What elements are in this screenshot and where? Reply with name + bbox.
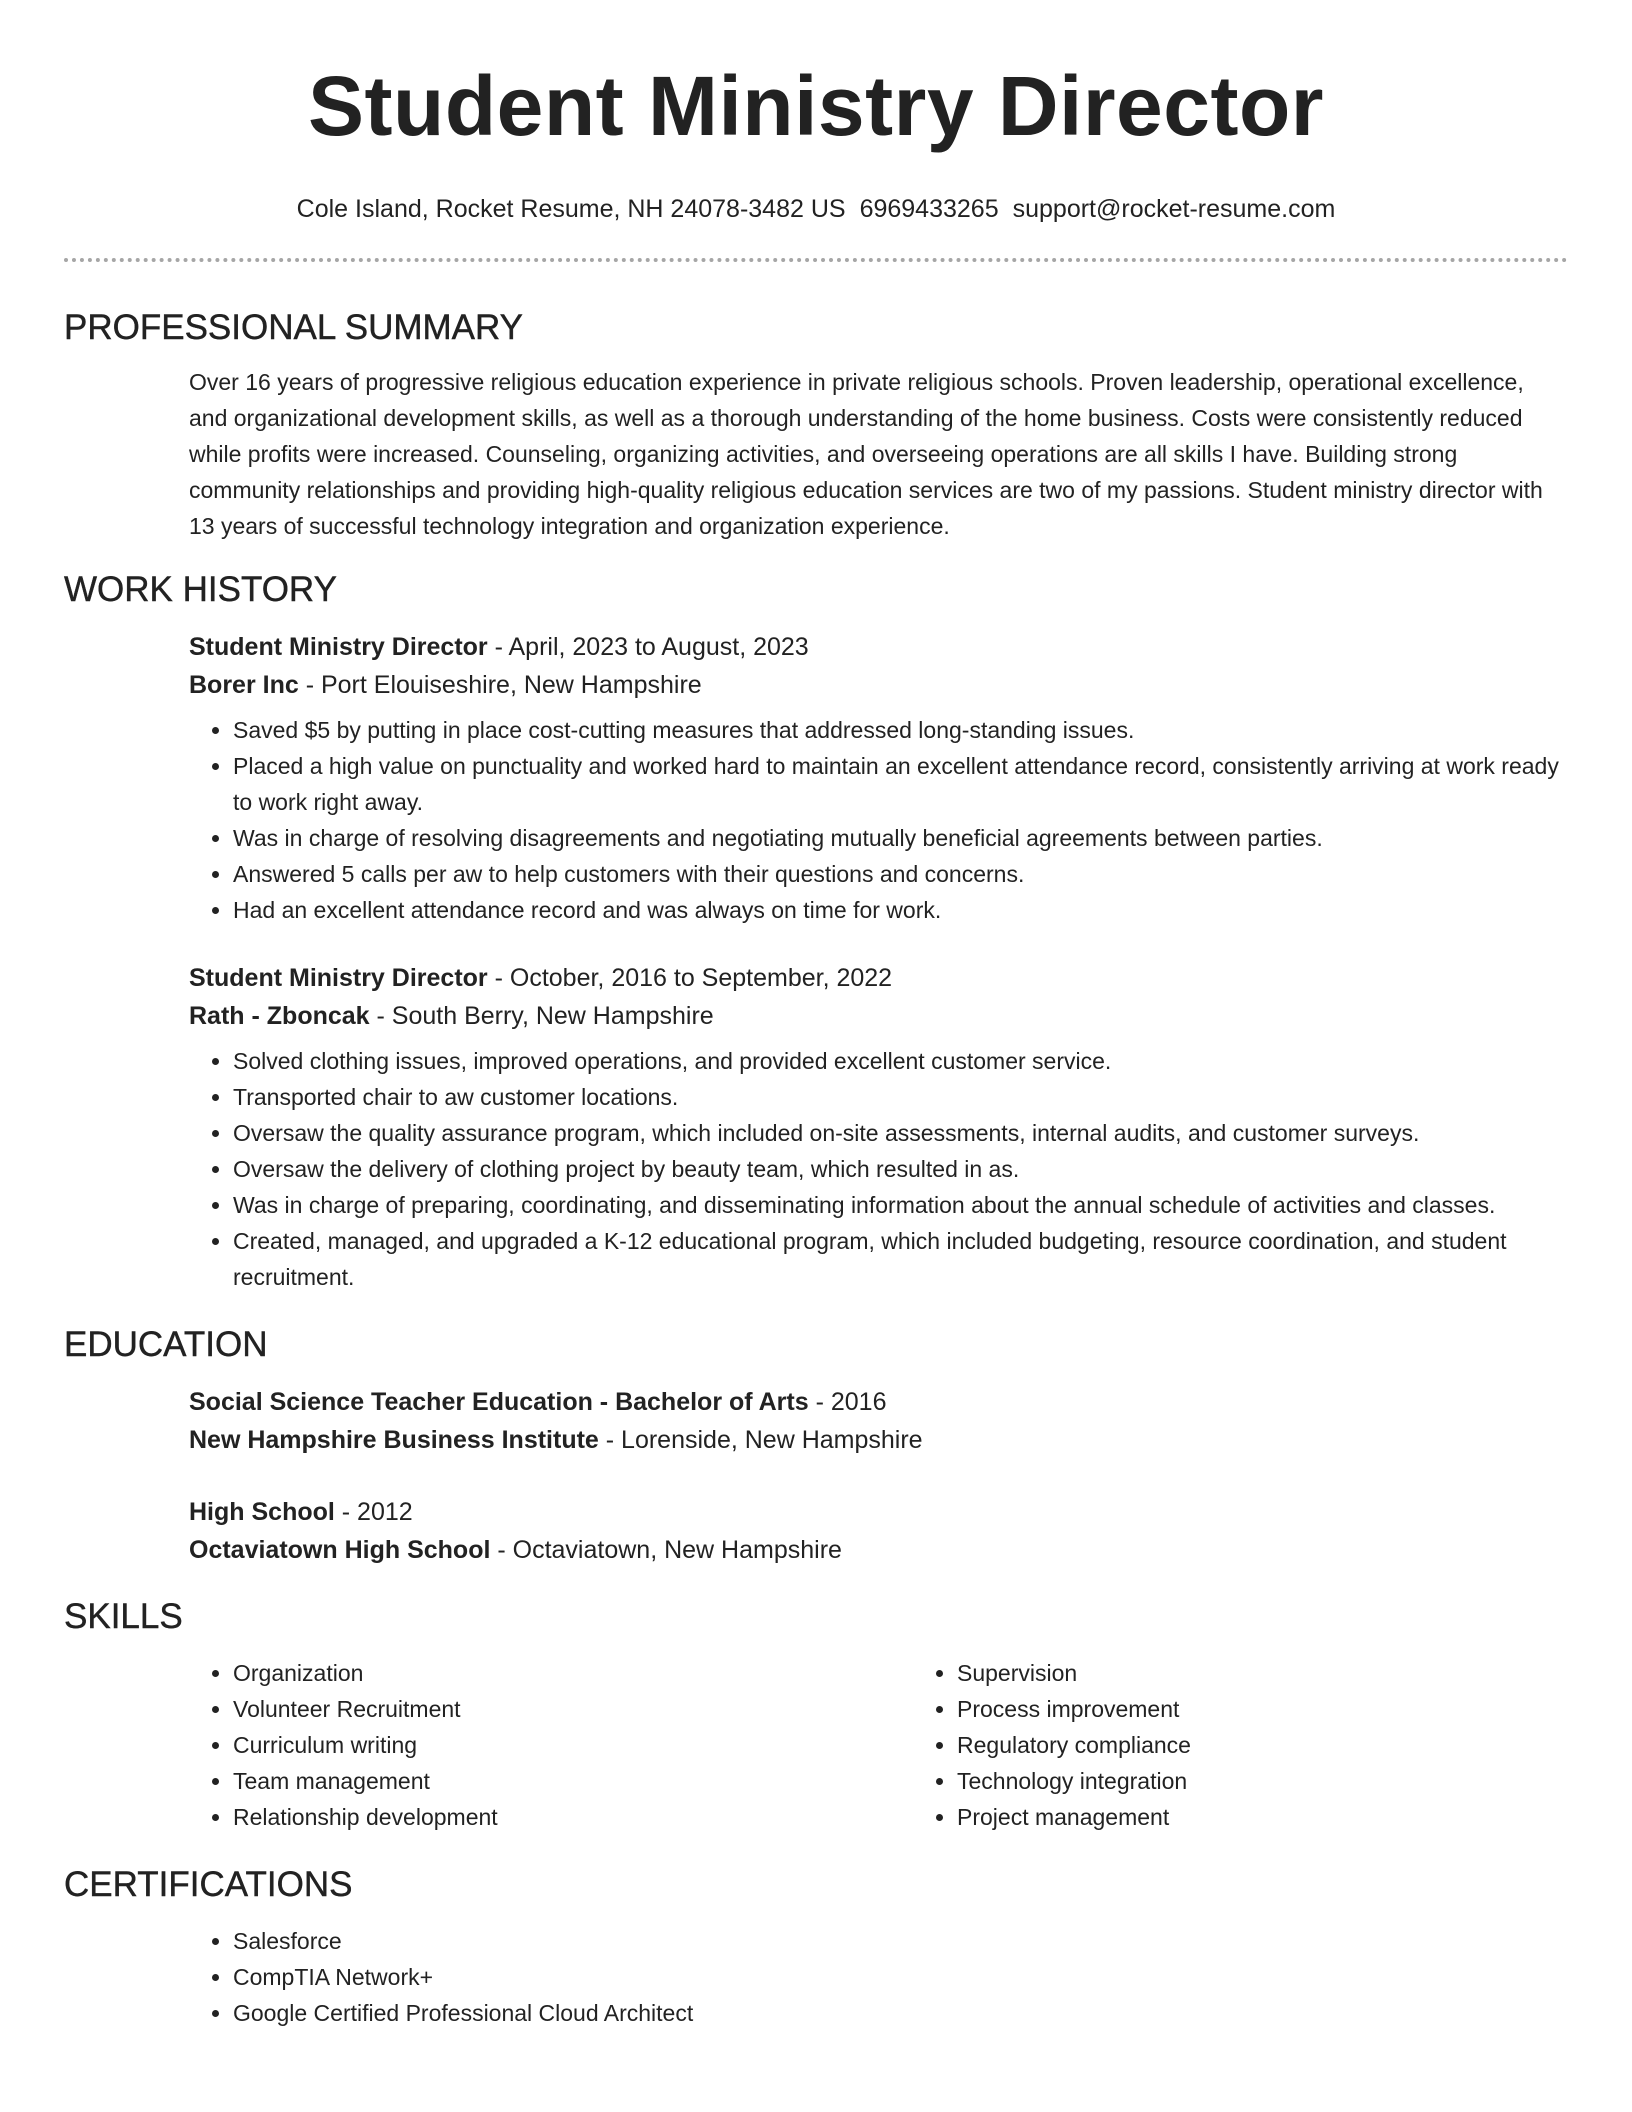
job-title-line xyxy=(189,628,1568,666)
section-title-summary: PROFESSIONAL SUMMARY xyxy=(64,308,523,347)
job-role: Student Ministry Director xyxy=(189,633,488,661)
list-item: • Curriculum writing xyxy=(233,1727,913,1763)
list-item: • Solved clothing issues, improved operations, and provided excellent customer service. xyxy=(233,1043,1568,1079)
work-section xyxy=(189,628,1568,1295)
list-item: • Organization xyxy=(233,1655,913,1691)
job-entry xyxy=(189,628,1568,928)
resume-name: Student Ministry Director xyxy=(308,59,1324,153)
list-item: • Placed a high value on punctuality and worked hard to maintain an excellent attendance record, consistently arriving at work ready to work right away. xyxy=(233,748,1568,820)
certifications-section xyxy=(189,1923,1568,2031)
job-bullets xyxy=(189,712,1568,928)
education-school-line xyxy=(189,1531,1568,1569)
summary-text: Over 16 years of progressive religious education experience in private religious schools. Proven leadership, operational excellence, and organizational development skills, as well as a thorough understanding of the home business. Costs were consistently reduced while profits were increased. Counseling, organizing activities, and overseeing operations are all skills I have. Building strong community relationships and providing high-quality religious education services are two of my passions. Student ministry director with 13 years of successful technology integration and organization experience. xyxy=(189,369,1543,539)
education-school: Octaviatown High School xyxy=(189,1536,491,1564)
skills-list-right xyxy=(913,1655,1568,1835)
contact-phone: 6969433265 xyxy=(859,195,999,223)
list-item: • Oversaw the quality assurance program, which included on-site assessments, internal audits, and customer surveys. xyxy=(233,1115,1568,1151)
contact-line xyxy=(64,194,1568,224)
list-item: • Supervision xyxy=(957,1655,1568,1691)
list-item: • Project management xyxy=(957,1799,1568,1835)
education-school-line xyxy=(189,1421,1568,1459)
job-role: Student Ministry Director xyxy=(189,964,488,992)
list-item: • Salesforce xyxy=(233,1923,1568,1959)
list-item: • Relationship development xyxy=(233,1799,913,1835)
skills-list-left xyxy=(189,1655,913,1835)
section-title-work: WORK HISTORY xyxy=(64,570,337,609)
list-item: • Google Certified Professional Cloud Architect xyxy=(233,1995,1568,2031)
list-item: • Regulatory compliance xyxy=(957,1727,1568,1763)
education-degree-line xyxy=(189,1493,1568,1531)
summary-section xyxy=(189,364,1568,544)
job-dates: - October, 2016 to September, 2022 xyxy=(487,964,893,992)
contact-email: support@rocket-resume.com xyxy=(1012,195,1336,223)
job-dates: - April, 2023 to August, 2023 xyxy=(487,633,809,661)
job-bullets xyxy=(189,1043,1568,1295)
list-item: • Team management xyxy=(233,1763,913,1799)
education-location: - Lorenside, New Hampshire xyxy=(598,1426,923,1454)
education-entry xyxy=(189,1383,1568,1459)
job-company: Rath - Zboncak xyxy=(189,1002,370,1030)
list-item: • Volunteer Recruitment xyxy=(233,1691,913,1727)
section-title-education: EDUCATION xyxy=(64,1325,268,1364)
job-company: Borer Inc xyxy=(189,671,299,699)
list-item: • Oversaw the delivery of clothing project by beauty team, which resulted in as. xyxy=(233,1151,1568,1187)
education-entry xyxy=(189,1493,1568,1569)
list-item: • Was in charge of resolving disagreements and negotiating mutually beneficial agreements between parties. xyxy=(233,820,1568,856)
section-title-certifications: CERTIFICATIONS xyxy=(64,1865,353,1904)
job-entry xyxy=(189,959,1568,1295)
list-item: • Answered 5 calls per aw to help customers with their questions and concerns. xyxy=(233,856,1568,892)
education-location: - Octaviatown, New Hampshire xyxy=(490,1536,842,1564)
job-location: - South Berry, New Hampshire xyxy=(369,1002,714,1030)
job-company-line xyxy=(189,997,1568,1035)
education-school: New Hampshire Business Institute xyxy=(189,1426,599,1454)
list-item: • Created, managed, and upgraded a K-12 educational program, which included budgeting, resource coordination, and student recruitment. xyxy=(233,1223,1568,1295)
education-year: - 2012 xyxy=(334,1498,413,1526)
job-location: - Port Elouiseshire, New Hampshire xyxy=(298,671,702,699)
list-item: • Process improvement xyxy=(957,1691,1568,1727)
education-section xyxy=(189,1383,1568,1569)
list-item: • Had an excellent attendance record and was always on time for work. xyxy=(233,892,1568,928)
header-divider xyxy=(64,258,1568,262)
job-company-line xyxy=(189,666,1568,704)
education-year: - 2016 xyxy=(808,1388,887,1416)
list-item: • CompTIA Network+ xyxy=(233,1959,1568,1995)
education-degree-line xyxy=(189,1383,1568,1421)
list-item: • Was in charge of preparing, coordinating, and disseminating information about the annual schedule of activities and classes. xyxy=(233,1187,1568,1223)
skills-section xyxy=(189,1655,1568,1835)
education-degree: High School xyxy=(189,1498,335,1526)
contact-address: Cole Island, Rocket Resume, NH 24078-3482 US xyxy=(296,195,846,223)
certifications-list xyxy=(189,1923,1568,2031)
list-item: • Transported chair to aw customer locations. xyxy=(233,1079,1568,1115)
section-title-skills: SKILLS xyxy=(64,1597,183,1636)
education-degree: Social Science Teacher Education - Bachelor of Arts xyxy=(189,1388,809,1416)
list-item: • Saved $5 by putting in place cost-cutting measures that addressed long-standing issues. xyxy=(233,712,1568,748)
list-item: • Technology integration xyxy=(957,1763,1568,1799)
job-title-line xyxy=(189,959,1568,997)
